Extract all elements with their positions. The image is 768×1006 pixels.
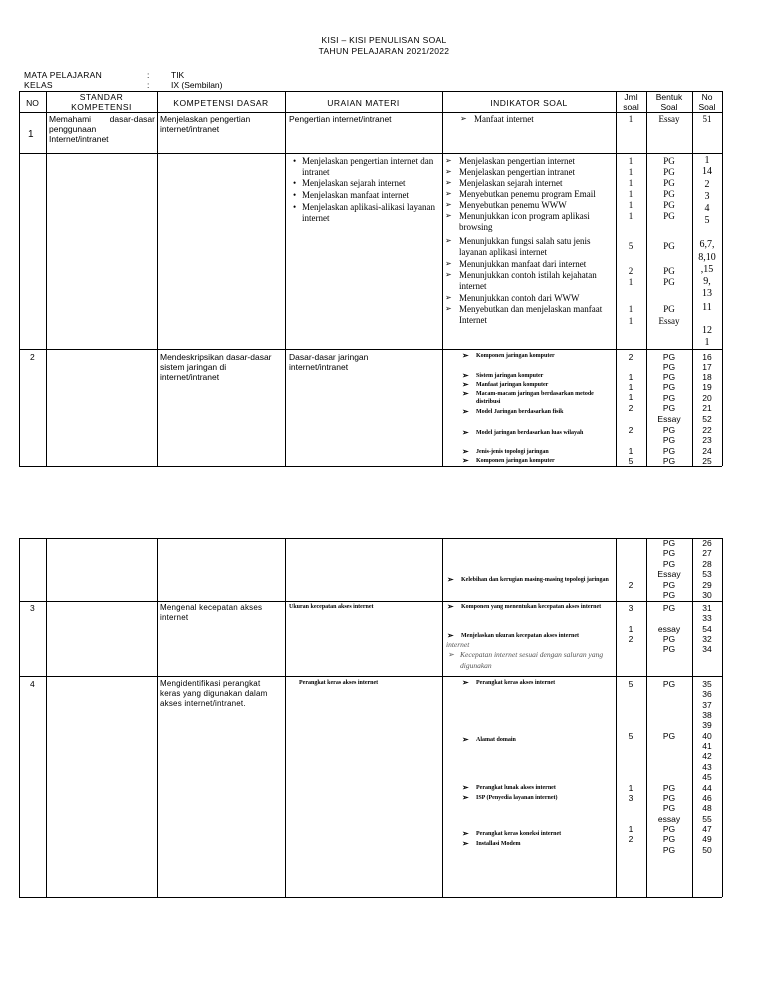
row4-bentuk-8: PG [662,845,676,855]
row1b-bentuk-3: PG [663,189,675,199]
row1b-bentuk-4: PG [663,200,675,210]
row4-indikator-4: ➢ Perangkat keras koneksi internet [476,830,561,838]
row4-jml-4: 1 [628,824,634,834]
row2-nosoal-9: 24 [702,446,712,456]
row4-nosoal-5: 40 [702,731,712,741]
p2-nosoal-4: 29 [702,580,712,590]
row3-nosoal-4: 34 [702,644,712,654]
row4-nosoal-14: 47 [702,824,712,834]
row4-jml-0: 5 [628,679,634,689]
row1b-nosoal-7: 8,10 [698,252,716,263]
row1b-bentuk-2: PG [663,178,675,188]
row4-nosoal-6: 41 [702,741,712,751]
row1-sk: Memahami dasar-dasar penggunaan Internet/intranet [49,114,155,144]
row2-jml-7: 5 [628,456,634,466]
row4-bentuk-1: PG [662,731,676,741]
col-jml-line1: Jml [624,92,638,102]
row4-bentuk-5: essay [657,814,681,824]
row1b-jml-5: 1 [628,211,634,221]
row1b-jml-10: 1 [628,316,634,326]
row1b-uraian-3: • Menjelaskan aplikasi-alikasi layanan internet [302,202,436,223]
kelas-sep: : [147,80,150,90]
p2-indikator: ➢ Kelebihan dan kerugian masing-masing topologi jaringan [461,576,611,584]
p2-bentuk-5: PG [662,590,676,600]
row1b-bentuk-1: PG [663,167,675,177]
col-no: NO [26,98,39,108]
row3-note: Kecepatan internet sesuai dengan saluran yang digunakan [460,650,604,670]
row1b-bentuk-5: PG [663,211,675,221]
row4-bentuk-4: PG [662,803,676,813]
row4-no: 4 [30,679,35,689]
row1b-jml-7: 2 [628,266,634,276]
col-bentuk-line1: Bentuk [655,92,683,102]
row1b-bentuk-7: PG [663,266,675,276]
row2-nosoal-8: 23 [702,435,712,445]
row1b-bentuk-9: PG [663,304,675,314]
row4-bentuk-7: PG [662,834,676,844]
row1b-jml-1: 1 [628,167,634,177]
row4-uraian: Perangkat keras akses internet [299,680,379,686]
row1-kd: Menjelaskan pengertian internet/intranet [160,114,251,134]
row2-nosoal-7: 22 [702,425,712,435]
row2-uraian: Dasar-dasar jaringan internet/intranet [289,352,369,372]
row4-nosoal-8: 43 [702,762,712,772]
row1b-indikator-10: ➢ Menyebutkan dan menjelaskan manfaat Internet [459,304,611,325]
row4-bentuk-0: PG [662,679,676,689]
row1b-indikator-6: ➢ Menunjukkan fungsi salah satu jenis layanan aplikasi internet [459,236,611,257]
row1b-nosoal-12: 12 [702,325,712,336]
row3-indikator-0: ➢ Komponen yang menentukan kecepatan akses internet [461,603,611,611]
row1b-uraian-0: • Menjelaskan pengertian internet dan intranet [302,156,436,177]
row4-indikator-5: ➢ Installasi Modem [476,840,521,848]
row2-indikator-0: ➢ Komponen jaringan komputer [476,352,555,360]
row2-bentuk-7: PG [662,425,676,435]
doc-subtitle: TAHUN PELAJARAN 2021/2022 [318,46,450,56]
row1b-nosoal-6: 6,7, [699,239,715,250]
row1b-nosoal-1: 14 [702,166,712,177]
row2-jml-3: 1 [628,392,634,402]
col-jml-line2: soal [623,102,639,112]
row4-jml-2: 1 [628,783,634,793]
row2-jml-4: 2 [628,403,634,413]
row2-bentuk-10: PG [662,456,676,466]
row2-jml-1: 1 [628,372,634,382]
row1b-jml-9: 1 [628,304,634,314]
row1-indikator: ➢ Manfaat internet [474,114,534,125]
row1b-nosoal-4: 4 [704,203,710,214]
row4-nosoal-3: 38 [702,710,712,720]
row4-jml-3: 3 [628,793,634,803]
row2-bentuk-4: PG [662,393,676,403]
row1b-indikator-8: ➢ Menunjukkan contoh istilah kejahatan internet [459,270,611,291]
row2-indikator-6: ➢ Jenis-jenis topologi jaringan [476,448,549,456]
row2-jml-6: 1 [628,446,634,456]
p2-bentuk-0: PG [662,538,676,548]
row1b-nosoal-8: ,15 [700,264,714,275]
row1b-nosoal-3: 3 [704,191,710,202]
p2-nosoal-0: 26 [702,538,712,548]
row3-note-arrow: ➢ [448,650,455,659]
row4-nosoal-13: 55 [702,814,712,824]
col-indikator: INDIKATOR SOAL [490,98,568,108]
row3-nosoal-2: 54 [702,624,712,634]
row1b-nosoal-0: 1 [704,155,710,166]
row2-kd: Mendeskripsikan dasar-dasar sistem jaringan di internet/intranet [160,352,272,382]
kelas-label: KELAS [24,80,53,90]
row3-uraian: Ukuran kecepatan akses internet [289,604,374,610]
row1-bentuk: Essay [658,114,680,124]
row1b-nosoal-5: 5 [704,215,710,226]
row2-nosoal-5: 21 [702,403,712,413]
row2-jml-2: 1 [628,382,634,392]
row2-indikator-7: ➢ Komponen jaringan komputer [476,457,555,465]
mapel-sep: : [147,70,150,80]
row1b-uraian-2: • Menjelaskan manfaat internet [302,190,409,201]
col-bentuk-line2: Soal [660,102,678,112]
row1b-jml-8: 1 [628,277,634,287]
row2-bentuk-6: Essay [657,414,681,424]
row3-jml-0: 3 [628,603,634,613]
row4-nosoal-15: 49 [702,834,712,844]
row1b-bentuk-8: PG [663,277,675,287]
row3-kd: Mengenal kecepatan akses internet [160,603,263,622]
row4-indikator-0: ➢ Perangkat keras akses internet [476,679,555,687]
col-nosoal-line2: Soal [698,102,716,112]
row1b-indikator-7: ➢ Menunjukkan manfaat dari internet [459,259,586,270]
row1b-indikator-1: ➢ Menjelaskan pengertian intranet [459,167,575,178]
row2-nosoal-1: 17 [702,362,712,372]
p2-jml: 2 [628,580,634,590]
row3-no: 3 [30,603,35,613]
row4-nosoal-9: 45 [702,772,712,782]
doc-title: KISI – KISI PENULISAN SOAL [321,35,447,45]
col-nosoal-line1: No [701,92,713,102]
row1b-uraian-1: • Menjelaskan sejarah internet [302,178,405,189]
row2-nosoal-4: 20 [702,393,712,403]
row2-bentuk-5: PG [662,403,676,413]
row1-jml: 1 [628,114,634,124]
row1b-indikator-9: ➢ Menunjukkan contoh dari WWW [459,293,580,304]
row4-nosoal-7: 42 [702,751,712,761]
row4-indikator-1: ➢ Alamat domain [476,736,516,744]
row4-nosoal-0: 35 [702,679,712,689]
row4-bentuk-6: PG [662,824,676,834]
row4-nosoal-1: 36 [702,689,712,699]
mapel-label: MATA PELAJARAN [24,70,103,80]
row1b-nosoal-13: 1 [704,337,710,348]
row1b-jml-6: 5 [628,241,634,251]
row2-jml-0: 2 [628,352,634,362]
row3-bentuk-2: PG [662,634,676,644]
row2-bentuk-9: PG [662,446,676,456]
row4-nosoal-2: 37 [702,700,712,710]
row1b-nosoal-2: 2 [704,179,710,190]
row4-nosoal-4: 39 [702,720,712,730]
row4-indikator-3: ➢ ISP (Penyedia layanan internet) [476,794,558,802]
row4-bentuk-2: PG [662,783,676,793]
row3-bentuk-1: essay [657,624,681,634]
row2-indikator-2: ➢ Manfaat jaringan komputer [476,381,548,389]
row3-bentuk-3: PG [662,644,676,654]
kelas-value: IX (Sembilan) [171,80,223,90]
col-uraian: URAIAN MATERI [327,98,400,108]
row3-jml-2: 2 [628,634,634,644]
row4-bentuk-3: PG [662,793,676,803]
row1b-indikator-0: ➢ Menjelaskan pengertian internet [459,156,575,167]
row3-jml-1: 1 [628,624,634,634]
row2-nosoal-3: 19 [702,382,712,392]
p2-bentuk-1: PG [662,548,676,558]
row1b-indikator-2: ➢ Menjelaskan sejarah internet [459,178,562,189]
row1b-indikator-5: ➢ Menunjukkan icon program aplikasi browsing [459,211,611,232]
row2-bentuk-8: PG [662,435,676,445]
row1b-nosoal-11: 11 [702,302,712,313]
row1b-bentuk-6: PG [663,241,675,251]
row1b-indikator-3: ➢ Menyebutkan penemu program Email [459,189,596,200]
row2-jml-5: 2 [628,425,634,435]
row4-kd: Mengidentifikasi perangkat keras yang digunakan dalam akses internet/intranet. [160,679,268,708]
row1b-jml-3: 1 [628,189,634,199]
row2-nosoal-2: 18 [702,372,712,382]
row2-bentuk-1: PG [662,362,676,372]
row4-indikator-2: ➢ Perangkat lunak akses internet [476,784,556,792]
p2-nosoal-2: 28 [702,559,712,569]
row1-no: 1 [28,129,34,140]
row2-bentuk-0: PG [662,352,676,362]
row1b-jml-2: 1 [628,178,634,188]
row1b-jml-0: 1 [628,156,634,166]
row4-nosoal-16: 50 [702,845,712,855]
row2-nosoal-10: 25 [702,456,712,466]
row3-nosoal-1: 33 [702,613,712,623]
row1b-bentuk-10: Essay [658,316,680,326]
row4-nosoal-12: 48 [702,803,712,813]
row2-bentuk-3: PG [662,382,676,392]
row3-bentuk-0: PG [662,603,676,613]
row3-nosoal-0: 31 [702,603,712,613]
row2-bentuk-2: PG [662,372,676,382]
row2-indikator-4: ➢ Model Jaringan berdasarkan fisik [476,408,564,416]
row1b-jml-4: 1 [628,200,634,210]
row2-no: 2 [30,352,35,362]
row4-nosoal-10: 44 [702,783,712,793]
row1b-nosoal-10: 13 [702,288,712,299]
row2-indikator-5: ➢ Model jaringan berdasarkan luas wilayah [476,429,583,437]
mapel-value: TIK [171,70,185,80]
row3-indikator-1: ➢ Menjelaskan ukuran kecepatan akses internet [461,632,579,640]
p2-nosoal-5: 30 [702,590,712,600]
col-kd: KOMPETENSI DASAR [173,98,269,108]
row1b-nosoal-9: 9, [703,276,711,287]
row4-nosoal-11: 46 [702,793,712,803]
col-sk-line1: STANDAR [79,92,124,102]
row2-nosoal-0: 16 [702,352,712,362]
row4-jml-1: 5 [628,731,634,741]
row1b-bentuk-0: PG [663,156,675,166]
row2-indikator-3: ➢ Macam-macam jaringan berdasarkan metode distribusi [476,390,611,406]
p2-nosoal-1: 27 [702,548,712,558]
row3-nosoal-3: 32 [702,634,712,644]
p2-nosoal-3: 53 [702,569,712,579]
p2-bentuk-2: PG [662,559,676,569]
row2-nosoal-6: 52 [702,414,712,424]
row1b-indikator-4: ➢ Menyebutkan penemu WWW [459,200,567,211]
row4-jml-5: 2 [628,834,634,844]
p2-bentuk-3: Essay [657,569,681,579]
row1-nosoal: 51 [702,114,712,124]
row1-uraian: Pengertian internet/intranet [289,114,392,124]
row2-indikator-1: ➢ Sistem jaringan komputer [476,372,543,380]
p2-bentuk-4: PG [662,580,676,590]
col-sk-line2: KOMPETENSI [71,102,132,112]
row3-internet: internet [446,640,470,649]
